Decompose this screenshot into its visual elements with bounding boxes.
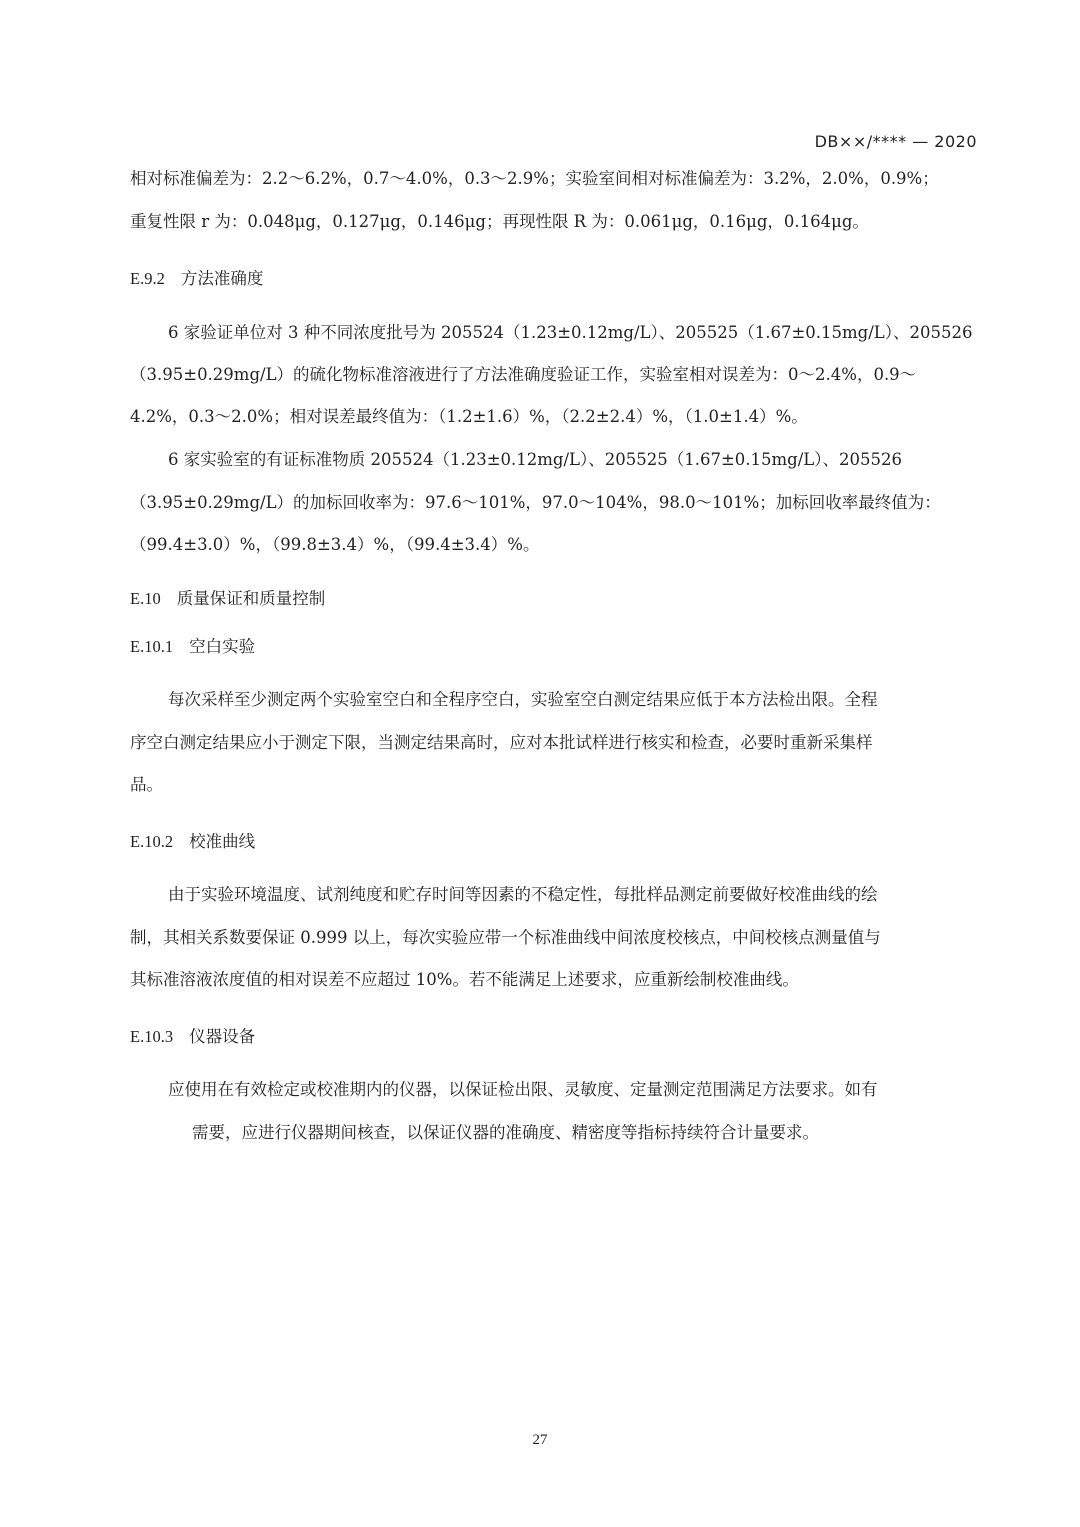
paragraph-line: （3.95±0.29mg/L）的加标回收率为：97.6～101%，97.0～104%，98.0～101%；加标回收率最终值为： [130,493,941,512]
section-heading-e9-2 [130,265,263,289]
section-number: E.10.3 [130,1027,174,1046]
section-number: E.10.1 [130,637,174,656]
paragraph-line: 重复性限 r 为：0.048μg，0.127μg，0.146μg；再现性限 R 为：0.061μg，0.16μg，0.164μg。 [130,212,869,231]
section-heading-e10-1 [130,633,255,657]
page-number: 27 [532,1432,548,1448]
paragraph-line: 品。 [130,775,163,794]
paragraph-line: （3.95±0.29mg/L）的硫化物标准溶液进行了方法准确度验证工作，实验室相对误差为：0～2.4%，0.9～ [130,365,917,384]
paragraph-line: 序空白测定结果应小于测定下限，当测定结果高时，应对本批试样进行核实和检查，必要时重新采集样 [130,733,873,752]
section-title: 仪器设备 [189,1027,256,1046]
section-title: 空白实验 [189,637,256,656]
paragraph-line: 6 家验证单位对 3 种不同浓度批号为 205524（1.23±0.12mg/L）、205525（1.67±0.15mg/L）、205526 [168,323,973,342]
paragraph-line: 制，其相关系数要保证 0.999 以上，每次实验应带一个标准曲线中间浓度校核点，中间校核点测量值与 [130,928,881,947]
paragraph-line: 相对标准偏差为：2.2～6.2%，0.7～4.0%，0.3～2.9%；实验室间相对标准偏差为：3.2%，2.0%，0.9%； [130,169,939,188]
paragraph-line: （99.4±3.0）%，（99.8±3.4）%，（99.4±3.4）%。 [130,535,540,554]
section-heading-e10-2 [130,828,255,852]
paragraph-line: 其标准溶液浓度值的相对误差不应超过 10%。若不能满足上述要求，应重新绘制校准曲线。 [130,970,799,989]
paragraph-line: 4.2%，0.3～2.0%；相对误差最终值为：（1.2±1.6）%，（2.2±2.4）%，（1.0±1.4）%。 [130,407,808,426]
section-title: 校准曲线 [189,832,256,851]
section-title: 质量保证和质量控制 [176,589,326,608]
section-number: E.9.2 [130,269,165,288]
section-heading-e10-3 [130,1023,255,1047]
paragraph-line: 需要，应进行仪器期间核查，以保证仪器的准确度、精密度等指标持续符合计量要求。 [192,1123,819,1142]
section-number: E.10 [130,589,161,608]
section-heading-e10 [130,585,325,609]
paragraph-line: 由于实验环境温度、试剂纯度和贮存时间等因素的不稳定性，每批样品测定前要做好校准曲线的绘 [168,885,878,904]
paragraph-line: 每次采样至少测定两个实验室空白和全程序空白，实验室空白测定结果应低于本方法检出限。全程 [168,690,878,709]
paragraph-line: 应使用在有效检定或校准期内的仪器，以保证检出限、灵敏度、定量测定范围满足方法要求。如有 [168,1080,878,1099]
paragraph-line: 6 家实验室的有证标准物质 205524（1.23±0.12mg/L）、205525（1.67±0.15mg/L）、205526 [168,450,903,469]
document-code: DB××/**** — 2020 [814,132,977,151]
section-title: 方法准确度 [180,269,264,288]
section-number: E.10.2 [130,832,174,851]
